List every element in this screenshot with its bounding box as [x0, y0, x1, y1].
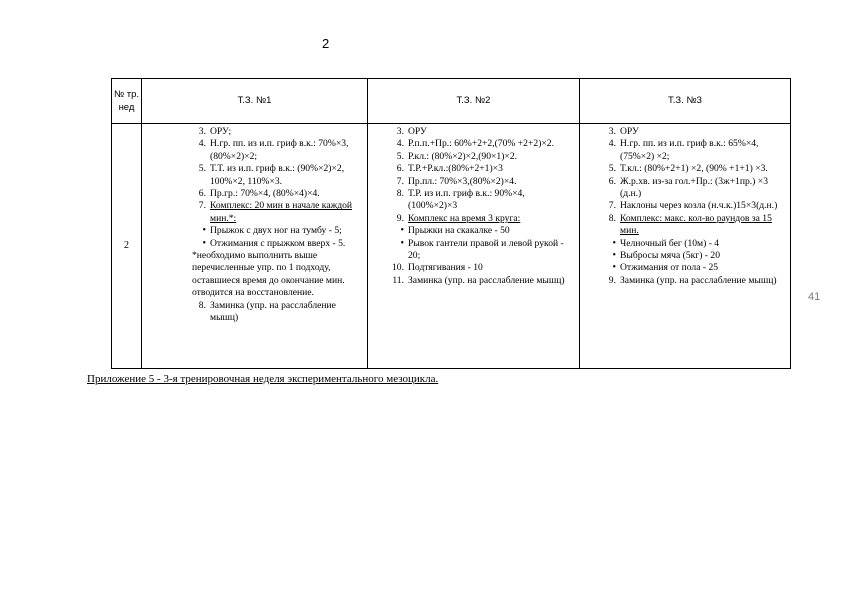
table-body-row	[112, 124, 791, 369]
exercise-item	[192, 238, 363, 250]
exercise-marker: •	[400, 237, 404, 249]
exercise-text: Пр.гр.: 70%×4, (80%×4)×4.	[210, 188, 320, 200]
week-number-cell: 2	[112, 124, 142, 369]
table-header-row	[112, 79, 791, 124]
exercise-item	[390, 151, 575, 163]
exercise-marker: 10.	[392, 262, 404, 274]
exercise-text: Т.Р.+Р.кл.:(80%+2+1)×3	[408, 163, 503, 175]
exercise-item	[390, 262, 575, 274]
exercise-marker: 3.	[198, 126, 206, 137]
exercise-marker: 6.	[396, 163, 404, 175]
exercise-text: Комплекс: 20 мин в начале каждой мин.*:	[210, 200, 353, 224]
exercise-marker: •	[202, 237, 206, 249]
exercise-text: Челночный бег (10м) - 4	[620, 237, 720, 249]
exercise-text: Т.кл.: (80%+2+1) ×2, (90% +1+1) ×3.	[620, 163, 768, 175]
exercise-text: Заминка (упр. на расслабление мышц)	[210, 299, 336, 324]
exercise-marker: 8.	[396, 188, 404, 200]
ts3-cell	[580, 124, 791, 369]
exercise-item	[390, 213, 575, 225]
exercise-text: Выбросы мяча (5кг) - 20	[620, 250, 720, 262]
exercise-text: Наклоны через козла (н.ч.к.)15×3(д.н.)	[620, 200, 778, 212]
exercise-text: Заминка (упр. на расслабление мышц)	[408, 274, 565, 286]
exercise-item	[192, 250, 363, 300]
ts2-exercise-list	[390, 126, 579, 287]
ts2-cell	[368, 124, 580, 369]
exercise-marker: 8.	[198, 299, 206, 311]
ts1-exercise-list	[192, 126, 367, 325]
exercise-item	[192, 126, 363, 138]
exercise-text: Пр.пл.: 70%×3,(80%×2)×4.	[408, 175, 517, 187]
exercise-item	[602, 163, 786, 175]
exercise-marker: 3.	[396, 126, 404, 137]
exercise-item	[602, 213, 786, 238]
exercise-marker: 9.	[396, 212, 404, 224]
ts1-cell	[142, 124, 368, 369]
exercise-item	[602, 200, 786, 212]
exercise-marker: 6.	[198, 188, 206, 200]
exercise-marker: •	[612, 237, 616, 249]
header-ts2: Т.З. №2	[368, 79, 580, 124]
exercise-marker: 5.	[396, 150, 404, 162]
exercise-text: Рывок гантели правой и левой рукой - 20;	[408, 237, 564, 262]
exercise-marker: 9.	[608, 274, 616, 286]
exercise-item	[602, 176, 786, 201]
exercise-text: ОРУ;	[210, 126, 232, 137]
exercise-item	[192, 138, 363, 163]
exercise-marker: 8.	[608, 212, 616, 224]
exercise-text: Т.Т. из и.п. гриф в.к.: (90%×2)×2, 100%×2, 110%×3.	[210, 163, 345, 187]
exercise-text: ОРУ	[408, 126, 427, 137]
exercise-marker: 4.	[198, 138, 206, 150]
exercise-item	[390, 275, 575, 287]
header-ts1: Т.З. №1	[142, 79, 368, 124]
exercise-item	[390, 188, 575, 213]
exercise-marker: •	[400, 225, 404, 237]
exercise-item	[602, 238, 786, 250]
exercise-marker: •	[612, 250, 616, 262]
exercise-text: Н.гр. пп. из и.п. гриф в.к.: 70%×3, (80%×2)×2;	[210, 138, 349, 162]
exercise-marker: 7.	[608, 200, 616, 212]
exercise-item	[192, 188, 363, 200]
exercise-text: Комплекс на время 3 круга:	[408, 212, 521, 224]
exercise-marker: 3.	[608, 126, 616, 137]
exercise-marker: 6.	[608, 175, 616, 187]
exercise-item	[390, 225, 575, 237]
exercise-text: Р.кл.: (80%×2)×2,(90×1)×2.	[408, 150, 518, 162]
exercise-text: Отжимания от пола - 25	[620, 262, 719, 274]
exercise-item	[602, 126, 786, 138]
exercise-marker: 11.	[392, 274, 404, 286]
exercise-item	[390, 138, 575, 150]
exercise-text: Т.Р. из и.п. гриф в.к.: 90%×4, (100%×2)×3	[408, 188, 525, 212]
exercise-item	[192, 163, 363, 188]
exercise-text: Комплекс: макс. кол-во раундов за 15 мин.	[620, 212, 772, 237]
training-week-table	[111, 78, 791, 369]
exercise-marker: •	[612, 262, 616, 274]
page-number-side: 41	[808, 291, 821, 303]
exercise-item	[602, 250, 786, 262]
ts3-exercise-list	[602, 126, 790, 287]
exercise-text: Прыжки на скакалке - 50	[408, 225, 510, 237]
exercise-marker: 7.	[396, 175, 404, 187]
appendix-caption: Приложение 5 - 3-я тренировочная неделя экспериментального мезоцикла.	[87, 373, 439, 385]
exercise-item	[602, 262, 786, 274]
exercise-item	[390, 163, 575, 175]
exercise-marker: 7.	[198, 200, 206, 212]
header-week-number: № тр. нед	[112, 79, 142, 124]
exercise-text: Р.п.п.+Пр.: 60%+2+2,(70% +2+2)×2.	[408, 138, 554, 150]
exercise-item	[602, 275, 786, 287]
exercise-text: Заминка (упр. на расслабление мышц)	[620, 274, 777, 286]
exercise-item	[390, 238, 575, 263]
exercise-text: ОРУ	[620, 126, 639, 137]
exercise-text: Отжимания с прыжком вверх - 5.	[210, 237, 346, 249]
exercise-item	[192, 225, 363, 237]
exercise-marker: 4.	[608, 138, 616, 150]
exercise-text: Н.гр. пп. из и.п. гриф в.к.: 65%×4, (75%×2) ×2;	[620, 138, 759, 162]
exercise-item	[390, 126, 575, 138]
exercise-text: *необходимо выполнить выше перечисленные упр. по 1 подходу, оставшиеся время до окончание мин. отводится на восстановление.	[192, 250, 345, 299]
exercise-text: Подтягивания - 10	[408, 262, 483, 274]
header-ts3: Т.З. №3	[580, 79, 791, 124]
exercise-marker: 5.	[608, 163, 616, 175]
exercise-item	[602, 138, 786, 163]
exercise-text: Ж.р.хв. из-за гол.+Пр.: (3ж+1пр.) ×3 (д.н.)	[620, 175, 768, 200]
exercise-marker: 5.	[198, 163, 206, 175]
exercise-item	[390, 176, 575, 188]
exercise-marker: •	[202, 225, 206, 237]
page-number-top: 2	[322, 36, 330, 51]
exercise-marker: 4.	[396, 138, 404, 150]
exercise-item	[192, 300, 363, 325]
exercise-text: Прыжок с двух ног на тумбу - 5;	[210, 225, 342, 237]
exercise-item	[192, 200, 363, 225]
